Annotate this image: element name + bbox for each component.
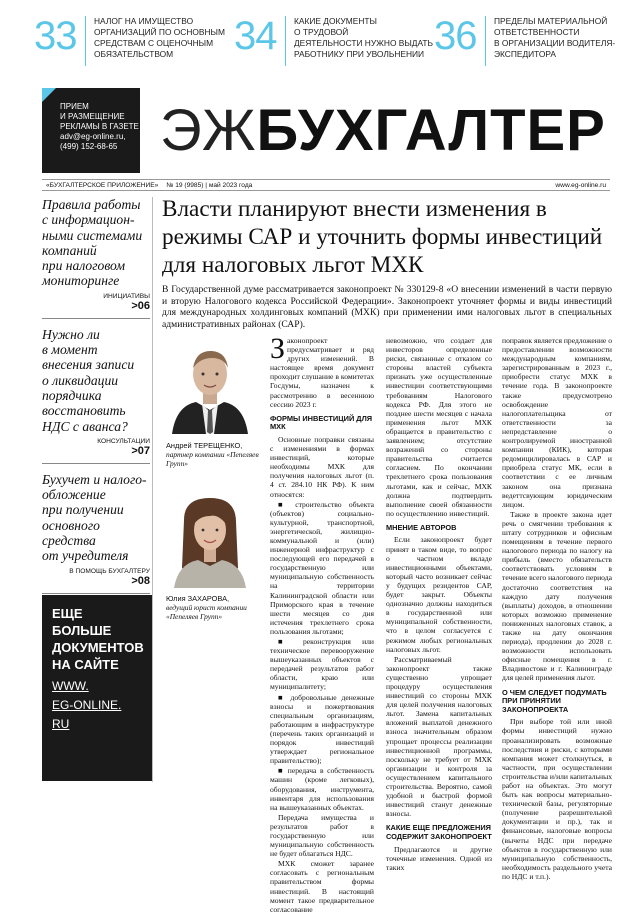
site-link[interactable]: www.eg-online.ru — [555, 182, 606, 189]
expert-name: Юлия ЗАХАРОВА, — [166, 594, 230, 603]
paragraph: аконопроект предусматривает и ряд других изменений. В настоящее время документ проходит слушание в комитетах Госдумы, назначен к рассмотрению в весеннюю сессию 2023 г. — [270, 336, 374, 409]
sidebar-item[interactable] — [42, 472, 150, 594]
expert-photo-woman — [166, 490, 254, 588]
teaser-33[interactable] — [34, 12, 234, 70]
sidebar-item-page: >07 — [131, 444, 150, 457]
sidebar-item[interactable] — [42, 327, 150, 464]
sidebar-item-category: КОНСУЛЬТАЦИИ — [97, 437, 150, 445]
expert-caption-1 — [166, 442, 266, 468]
paragraph: ■ реконструкция или техническое перевооружение вышеуказанных объектов с передачей результатов работ области, краю или муниципалитету; — [270, 637, 374, 692]
sidebar-item-category: В ПОМОЩЬ БУХГАЛТЕРУ — [69, 567, 150, 575]
teaser-34[interactable] — [234, 12, 434, 70]
section-heading: ФОРМЫ ИНВЕСТИЦИЙ ДЛЯ МХК — [270, 413, 373, 432]
teaser-row — [34, 12, 634, 70]
teaser-36[interactable] — [434, 12, 634, 70]
teaser-page-number: 34 — [234, 14, 277, 58]
expert-role: ведущий юрист компании «Пепеляев Групп» — [166, 602, 247, 621]
paragraph: Основные поправки связаны с изменениями в формах инвестиций, которые необходимы МХК для получения налоговых льгот (п. 4 ст. 284.10 НК РФ). К ним относятся: — [270, 434, 374, 499]
sidebar-item-page: >06 — [131, 299, 150, 312]
corner-accent — [42, 88, 56, 102]
paragraph: ■ строительство объекта (объектов) социально-культурной, транспортной, энергетической, жилищно-коммунальной и (или) инженерной инфраструктур с последующей его передачей в государственную или муниципальную собственность на территории Калининградской области или Приморского края в течение шести месяцев со дня истечения трехлетнего срока пользования льготами; — [270, 499, 374, 636]
issue-info-line — [42, 179, 610, 191]
logo-prefix: ЭЖ — [160, 98, 257, 163]
logo-main: БУХГАЛТЕР — [256, 98, 606, 163]
paragraph: Рассматриваемый законопроект также существенно упрощает процедуру осуществления инвестиций со стороны МХК для целей получения налоговых льгот. Замена капитальных вложений выплатой денежного взноса значительным образом упрощает процессы реализации инвестиционной программы, поскольку не требует от МХК организации и контроля за осуществлением капитального строительства. Вероятно, самой удобной и быстрой формой инвестиций станут денежные взносы. — [386, 654, 492, 819]
expert-name: Андрей ТЕРЕЩЕНКО, — [166, 441, 243, 450]
sidebar-item-title: Бухучет и налого- обложение при получении основного средства от учредителя — [42, 471, 147, 564]
expert-caption-2 — [166, 595, 266, 621]
column-divider — [152, 197, 153, 782]
section-heading: О ЧЕМ СЛЕДУЕТ ПОДУМАТЬ ПРИ ПРИНЯТИИ ЗАКОНОПРОЕКТА — [502, 687, 607, 714]
promo-title: ЕЩЕ БОЛЬШЕ ДОКУМЕНТОВ НА САЙТЕ — [52, 606, 144, 672]
article-lead: В Государственной думе рассматривается законопроект № 330129-8 «О внесении изменений в части первую и вторую Налогового кодекса Российской Федерации». Законопроект уточняет формы и виды инвестиций для международных холдинговых компаний (МХК) при применении ими налоговых льгот в специальных административных районах (САР). — [162, 284, 612, 330]
article-column-1 — [270, 332, 374, 914]
website-promo-box[interactable] — [42, 595, 152, 781]
paragraph: При выборе той или иной формы инвестиций нужно проанализировать возможные последствия и риски, с которыми компания может столкнуться, в частности, при осуществлении строительства и/или капитальных работ на объектах. Это могут быть как вопросы материально-технической базы, регуляторные (получение разрешительной документации и пр.), так и финансовые, налоговые вопросы (вычеты НДС при передаче объектов в государственную или муниципальную собственность, необходимость раздельного учета по НДС и т.п.). — [502, 717, 612, 881]
paragraph: Передача имущества и результатов работ в государственную или муниципальную собственность не будет облагаться НДС. — [270, 812, 374, 859]
sidebar-item-title: Правила работы с информацион- ными системами компаний при налоговом мониторинге — [42, 197, 143, 289]
section-heading: МНЕНИЕ АВТОРОВ — [386, 522, 457, 532]
paragraph: Если законопроект будет принят в таком виде, то вопрос о частном вкладе инвестиционными объектами, который часто возникает сейчас у будущих резидентов САР, будет закрыт. Объекты однозначно должны находиться в государственной или муниципальной собственности, что в целом согласуется с режимом любых региональных налоговых льгот. — [386, 535, 492, 654]
sidebar-item-category: ИНИЦИАТИВЫ — [103, 292, 150, 300]
sidebar — [42, 197, 150, 602]
section-heading: КАКИЕ ЕЩЕ ПРЕДЛОЖЕНИЯ СОДЕРЖИТ ЗАКОНОПРОЕКТ — [386, 823, 492, 841]
teaser-divider — [85, 16, 87, 66]
teaser-title: НАЛОГ НА ИМУЩЕСТВО ОРГАНИЗАЦИЙ ПО ОСНОВНЫМ СРЕДСТВАМ С ОЦЕНОЧНЫМ ОБЯЗАТЕЛЬСТВОМ — [94, 16, 225, 59]
teaser-page-number: 36 — [434, 14, 477, 58]
expert-photo-man — [166, 336, 254, 434]
supplement-label: «БУХГАЛТЕРСКОЕ ПРИЛОЖЕНИЕ» — [46, 182, 159, 189]
article-column-3 — [502, 336, 612, 881]
article-column-2 — [386, 336, 492, 872]
expert-role: партнер компании «Пепеляев Групп» — [166, 449, 259, 468]
paragraph: поправок является предложение о предоставлении возможности международным компаниям, зарегистрированным в 2023 г., приобрести статус МХК в течение года. В законопроекте также предусмотрено освобождение налогоплательщика от ответственности за непредставление о контролируемой иностранной компании (КИК), которая редомицилировалась в САР и приобрела статус МК, если в соответствии с ее личным законом она признана ведеттсвующим юридическим лицом. — [502, 336, 612, 509]
paragraph: ■ добровольные денежные взносы и пожертвования специальным организациям, работающим в инфраструктуре (перечень таких организаций и порядок инвестиций утверждает региональное правительство); — [270, 692, 374, 766]
article-headline: Власти планируют внести изменения в режимы САР и уточнить формы инвестиций для налоговых льгот МХК — [162, 196, 603, 278]
sidebar-item-title: Нужно ли в момент внесения записи о ликвидации порядчика восстановить НДС с аванса? — [42, 326, 135, 434]
paragraph: Предлагаются и другие точечные изменения. Одной из таких — [386, 844, 492, 872]
teaser-divider — [285, 16, 287, 66]
teaser-divider — [485, 16, 487, 66]
advertising-box — [42, 88, 140, 173]
advertising-text: ПРИЕМ И РАЗМЕЩЕНИЕ РЕКЛАМЫ В ГАЗЕТЕ adv@eg-online.ru, (499) 152-68-65 — [60, 102, 139, 151]
promo-url[interactable]: WWW. EG-ONLINE. RU — [52, 679, 122, 731]
sidebar-item[interactable] — [42, 197, 150, 319]
teaser-title: КАКИЕ ДОКУМЕНТЫ О ТРУДОВОЙ ДЕЯТЕЛЬНОСТИ НУЖНО ВЫДАТЬ РАБОТНИКУ ПРИ УВОЛЬНЕНИИ — [294, 16, 433, 59]
paragraph: невозможно, что создает для инвесторов определенные риски, связанные с отказом со стороны властей субъекта признать уже осуществленные инвестиции соответствующими требованиям Налогового кодекса РФ. Для этого не позднее шести месяцев с начала применения льгот МХК обращается в правительство с заявлением; отсутствие возражений со стороны правительства считается согласием. По окончании трехлетнего срока пользования льготами, как и сейчас, МХК должна подтвердить выполнение своей обязанности по осуществлению инвестиций. — [386, 336, 492, 518]
newspaper-logo — [160, 98, 606, 163]
issue-number: № 19 (9985) | май 2023 года — [166, 182, 253, 189]
sidebar-item-page: >08 — [131, 574, 150, 587]
teaser-title: ПРЕДЕЛЫ МАТЕРИАЛЬНОЙ ОТВЕТСТВЕННОСТИ В ОРГАНИЗАЦИИ ВОДИТЕЛЯ- ЭКСПЕДИТОРА — [494, 16, 616, 59]
paragraph: МХК сможет заранее согласовать с региональным правительством формы инвестиций. В настоящий момент такое предварительное согласование — [270, 859, 374, 914]
drop-cap: З — [270, 332, 286, 365]
paragraph: Также в проекте закона идет речь о смягчении требования к штату сотрудников и офисным помещениям в течение первого налогового периода по налогу на прибыль (вместо обязательств соответствовать условиям в течение всего налогового периода достаточно соответствия на каждую дату получения (выплаты) доходов, в отношении которых возможно применение пониженных налоговых ставок, а также на дату окончания периода), продлении до 2028 г. возможности использовать офисные помещения в г. Владивостоке и г. Калининграде для целей применения льгот. — [502, 509, 612, 683]
teaser-page-number: 33 — [34, 14, 77, 58]
paragraph: ■ передача в собственность машин (кроме легковых), оборудования, инструмента, инвентаря для использования на вышеуказанных объектах. — [270, 766, 374, 812]
